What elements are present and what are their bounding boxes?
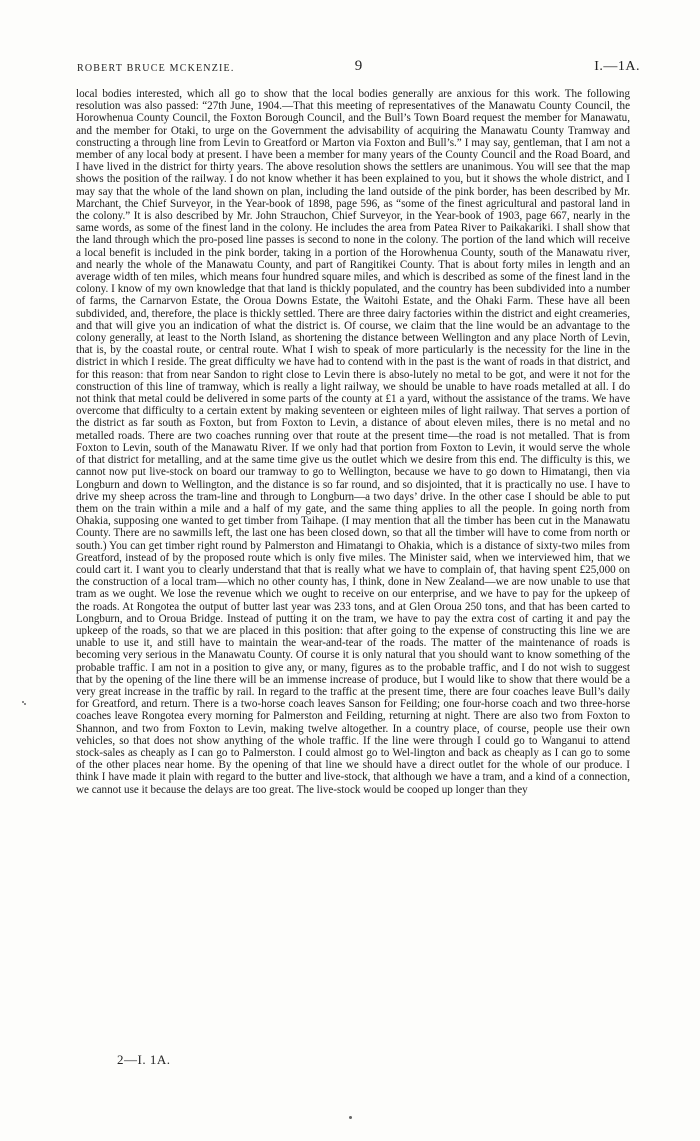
page-number: 9 [354, 58, 363, 74]
paper-reference: I.—1A. [594, 59, 640, 74]
evidence-paragraph: local bodies interested, which all go to show that the local bodies generally are anxious for this work. The following resolution was also passed: “27th June, 1904.—That this meeting of representatives of the Manawatu County Council, the Horowhenua County Council, the Foxton Borough Council, and the Bull’s Town Board request the member for Manawatu, and the member for Otaki, to urge on the Government the advisability of acquiring the Manawatu County Tramway and constructing a through line from Levin to Greatford or Marton via Foxton and Bull’s.” I may say, gentleman, that I am not a member of any local body at present. I have been a member for many years of the County Council and the Road Board, and I have lived in the district for thirty years. The above resolution shows the settlers are unanimous. You will see that the map shows the position of the railway. I do not know whether it has been explained to you, but it shows the whole district, and I may say that the whole of the land shown on plan, including the land outside of the pink border, has been described by Mr. Marchant, the Chief Surveyor, in the Year-book of 1898, page 596, as “some of the finest agricultural and pastoral land in the colony.” It is also described by Mr. John Strauchon, Chief Surveyor, in the Year-book of 1903, page 667, nearly in the same words, as some of the finest land in the colony. He includes the area from Patea River to Paikakariki. I shall show that the land through which the pro-posed line passes is second to none in the colony. The portion of the land which will receive a local benefit is included in the pink border, taking in a portion of the Horowhenua County, south of the Manawatu river, and nearly the whole of the Manawatu County, and part of Rangitikei County. That is about forty miles in length and an average width of ten miles, which means four hundred square miles, and which is described as some of the finest land in the colony. I know of my own knowledge that that land is thickly populated, and the country has been subdivided into a number of farms, the Carnarvon Estate, the Oroua Downs Estate, the Waitohi Estate, and the Ohaki Farm. These have all been subdivided, and, therefore, the place is thickly settled. There are three dairy factories within the district and eight creameries, and that will give you an indication of what the district is. Of course, we claim that the line would be an advantage to the colony generally, at least to the North Island, as shortening the distance between Wellington and any place North of Levin, that is, by the coastal route, or central route. What I wish to speak of more particularly is the necessity for the line in the district in which I reside. The great difficulty we have had to contend with in the past is the want of roads in that district, and for this reason: that from near Sandon to right close to Levin there is abso-lutely no metal to be got, and were it not for the construction of this line of tramway, which is really a light railway, we should be unable to have roads metalled at all. I do not think that metal could be delivered in some parts of the county at £1 a yard, without the assistance of the trams. We have overcome that difficulty to a certain extent by making seventeen or eighteen miles of light railway. That serves a portion of the district as far south as Foxton, but from Foxton to Levin, a distance of about eleven miles, there is no metal and no metalled roads. There are two coaches running over that route at the present time—the road is not metalled. That is from Foxton to Levin, south of the Manawatu River. If we only had that portion from Foxton to Levin, it would serve the whole of that district for metalling, and at the same time give us the outlet which we desire from this end. The difficulty is this, we cannot now put live-stock on board our tramway to go to Wellington, because we have to go down to Himatangi, then via Longburn and down to Wellington, and the distance is so far round, and so disjointed, that it is practically no use. I have to drive my sheep across the tram-line and through to Longburn—a two days’ drive. In the other case I should be able to put them on the train within a mile and a half of my gate, and the same thing applies to all the people. In going north from Ohakia, supposing one wanted to get timber from Taihape. (I may mention that all the timber has been cut in the Manawatu County. There are no sawmills left, the last one has been closed down, so that all the timber will have to come from north or south.) You can get timber right round by Palmerston and Himatangi to Ohakia, which is a distance of sixty-two miles from Greatford, instead of by the proposed route which is only five miles. The Minister said, when we interviewed him, that we could cart it. I want you to clearly understand that that is really what we have to complain of, that having spent £25,000 on the construction of a local tram—which no other county has, I think, done in New Zealand—we are now unable to use that tram as we ought. We lose the revenue which we ought to receive on our enterprise, and we have to pay for the upkeep of the roads. At Rongotea the output of butter last year was 233 tons, and at Glen Oroua 250 tons, and that has been carted to Longburn, and to Oroua Bridge. Instead of putting it on the tram, we have to pay the extra cost of carting it and pay the upkeep of the roads, so that we are placed in this position: that after going to the expense of constructing this line we are unable to use it, and still have to maintain the wear-and-tear of the roads. The matter of the maintenance of roads is becoming very serious in the Manawatu County. Of course it is only natural that you should want to know something of the probable traffic. I am not in a position to give any, or many, figures as to the probable traffic, and I do not wish to suggest that by the opening of the line there will be an immense increase of produce, but I would like to show that there would be a very great increase in the traffic by rail. In regard to the traffic at the present time, there are four coaches leave Bull’s daily for Greatford, and return. There is a two-horse coach leaves Sanson for Feilding; one four-horse coach and two three-horse coaches leave Rongotea every morning for Palmerston and Feilding, returning at night. There are also two from Foxton to Shannon, and two from Foxton to Levin, making twelve altogether. In a country place, of course, people use their own vehicles, so that does not show anything of the whole traffic. If the line were through I could go to Wanganui to attend stock-sales as cheaply as I can go to Palmerston. I could almost go to Wel-lington and back as cheaply as I can go to some of the other places near home. By the opening of that line we should have a direct outlet for the whole of our produce. I think I have made it plain with regard to the butter and live-stock, that although we have a tram, and a kind of a connection, we cannot use it because the delays are too great. The live-stock would be cooped up longer than they [76, 88, 630, 796]
paper-speck [24, 703, 26, 705]
running-head-author: ROBERT BRUCE MCKENZIE. [77, 63, 235, 74]
page-header [77, 58, 640, 80]
printer-signature-mark: 2—I. 1A. [117, 1052, 171, 1067]
paper-speck [349, 1116, 352, 1119]
